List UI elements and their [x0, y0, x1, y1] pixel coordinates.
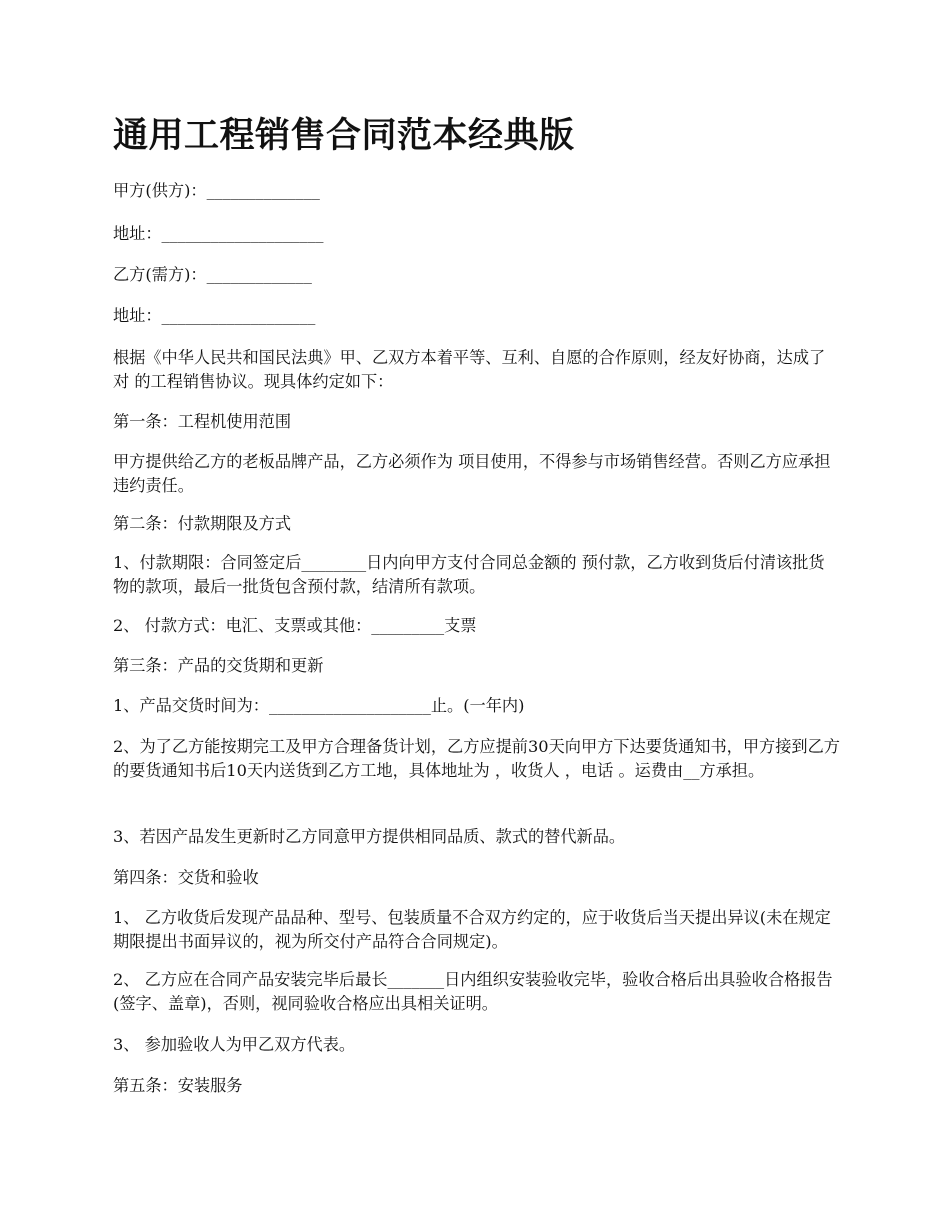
article-3-item-1: 1、产品交货时间为：____________________止。(一年内) [113, 696, 525, 715]
article-1-heading: 第一条：工程机使用范围 [113, 412, 292, 431]
article-1-paragraph: 甲方提供给乙方的老板品牌产品，乙方必须作为 项目使用，不得参与市场销售经营。否则乙方应承担违约责任。 [113, 452, 831, 495]
party-b-line: 乙方(需方)：_____________ [113, 265, 312, 284]
article-4-item-2: 2、 乙方应在合同产品安装完毕后最长_______日内组织安装验收完毕，验收合格后出具验收合格报告(签字、盖章)，否则，视同验收合格应出具相关证明。 [113, 970, 833, 1013]
preamble-paragraph: 根据《中华人民共和国民法典》甲、乙双方本着平等、互利、自愿的合作原则，经友好协商，达成了对 的工程销售协议。现具体约定如下： [113, 348, 826, 391]
article-2-item-1: 1、付款期限：合同签定后________日内向甲方支付合同总金额的 预付款，乙方收到货后付清该批货物的款项，最后一批货包含预付款，结清所有款项。 [113, 553, 825, 596]
party-b-address-line: 地址：___________________ [113, 306, 316, 325]
article-3-item-2: 2、为了乙方能按期完工及甲方合理备货计划，乙方应提前30天向甲方下达要货通知书，甲方接到乙方的要货通知书后10天内送货到乙方工地，具体地址为 ，收货人 ，电话 。运费由__方承担。 [113, 737, 840, 780]
article-4-item-1: 1、 乙方收货后发现产品品种、型号、包装质量不合双方约定的，应于收货后当天提出异议(未在规定期限提出书面异议的，视为所交付产品符合合同规定)。 [113, 908, 831, 951]
party-a-address-line: 地址：____________________ [113, 224, 324, 243]
article-4-heading: 第四条：交货和验收 [113, 868, 259, 887]
article-2-heading: 第二条：付款期限及方式 [113, 514, 292, 533]
article-5-heading: 第五条：安装服务 [113, 1076, 243, 1095]
party-a-line: 甲方(供方)：______________ [113, 181, 320, 200]
article-2-item-2: 2、 付款方式：电汇、支票或其他：_________支票 [113, 616, 477, 635]
article-4-item-3: 3、 参加验收人为甲乙双方代表。 [113, 1035, 356, 1054]
document-title: 通用工程销售合同范本经典版 [113, 115, 575, 156]
article-3-heading: 第三条：产品的交货期和更新 [113, 656, 324, 675]
article-3-item-3: 3、若因产品发生更新时乙方同意甲方提供相同品质、款式的替代新品。 [113, 827, 626, 846]
